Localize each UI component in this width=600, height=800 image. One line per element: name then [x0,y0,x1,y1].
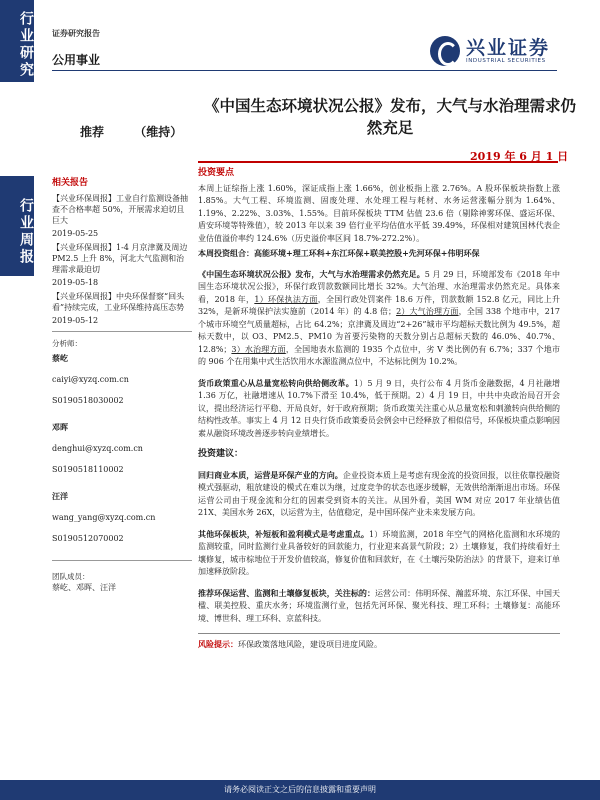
sidebar-tab-industry-research: 行业研究 [0,0,34,82]
company-logo [430,36,550,66]
analyst-email[interactable]: wang_yang@xyzq.com.cn [52,513,156,522]
rating-value: 推荐 [80,125,105,139]
bulletin-enforcement: 1）环保执法方面 [254,294,318,304]
analyst-email[interactable]: denghui@xyzq.com.cn [52,444,143,453]
bulletin-water: 3）水治理方面 [231,344,286,354]
other-sectors-paragraph [198,528,560,579]
bulletin-paragraph [198,268,560,369]
advice-heading: 投资建议： [198,449,244,459]
policy-lead: 货币政策重心从总量宽松转向供给侧改革。 [198,377,354,388]
recommend-text: 运营公司：伟明环保、瀚蓝环境、东江环保、中国天楹、联美控股、重庆水务；环境监测行业，包括先河环保、聚光科技、理工环科；土壤修复：高能环境、博世科、理工环科、京蓝科技。 [198,588,560,623]
bulletin-lead: 《中国生态环境状况公报》发布，大气与水治理需求仍然充足。 [198,268,425,279]
portfolio-paragraph: 本周投资组合：高能环境+理工环科+东江环保+联美控股+先河环保+伟明环保 [198,248,480,258]
bulletin-text: ，全国行政处罚案件 18.6 万件，罚款数额 152.8 亿元，同比上升 32%，是新环境保护法实施前（2014 年）的 4.8 倍； [198,294,560,316]
analyst-cert: S0190512070002 [52,534,124,543]
policy-text: 1）5 月 9 日，央行公布 4 月货币金融数据，4 月社融增 1.36 万亿，社融增速从 10.7%下滑至 10.4%，低于预期。2）4 月 19 日，中共中央政治局召开会议，提出经济运行平稳、开局良好，好于政府预期；货币政策关注重心从总量宽松和刺激转向供给侧的结构性改革。事实上 4 月 12 日央行货币政策委员会例会中已经释放了相似信号，环保板块重点影响因素从融资环境改善逐步转向业绩增长。 [198,378,560,438]
rating-block [80,123,208,140]
analyst-name: 邓晖 [52,422,68,432]
other-sectors-lead: 其他环保板块，补短板和盈利模式是考虑重点。 [198,528,369,539]
risk-text: 环保政策落地风险，建设项目进度风险。 [238,640,382,649]
left-divider [52,560,192,561]
risk-divider [198,633,560,634]
related-report-item[interactable]: 【兴业环保周报】中央环保督察“回头看”持续完成，工业环保维持高压态势 [52,292,185,312]
rating-status: （维持） [134,125,183,139]
operation-text: 企业投资本质上是考虑有现金流的投资回报，以往依靠投融资模式强驱动，粗放建设的模式在难以为继，过度竞争的状态也逐步缓解，无效供给渐渐退出市场。环保运营公司由于现金流和分红的因素受到资本的关注。从国外看，美国 WM 对应 2017 年业绩估值 21X、美国水务 26X，以运营为主，估值稳定，是中国环保产业未来发展方向。 [198,470,561,517]
bulletin-air: 2）大气治理方面 [396,307,459,316]
market-paragraph: 本周上证综指上涨 1.60%，深证成指上涨 1.66%，创业板指上涨 2.76%。A 股环保板块指数上涨 1.85%。大气工程、环境监测、固废处理、水处理工程与耗材、水务运营涨幅分别为 1.64%、1.19%、2.22%、3.03%、1.55%。目前环保板块 TTM 估值 23.6 倍（剔除神雾环保、盛运环保、盾安环境等特殊值），较 2013 年以来 39 倍行业平均估值水平低 39.49%，环保相对建筑国林代表企业估值溢价率约 124.6%（历史溢价率区间 18.7%-272.2%）。 [198,183,560,243]
team-members: 蔡屹、邓晖、汪洋 [52,583,116,592]
analyst-cert: S0190518110002 [52,465,124,474]
analyst-cert: S0190518030002 [52,396,124,405]
analyst-email[interactable]: caiyi@xyzq.com.cn [52,375,129,384]
analyst-label: 分析师： [52,339,82,348]
left-divider [52,331,192,332]
analyst-name: 蔡屹 [52,353,68,363]
report-title: 《中国生态环境状况公报》发布，大气与水治理需求仍然充足 [203,96,576,137]
related-report-date: 2019-05-12 [52,316,99,325]
team-label: 团队成员： [52,572,90,581]
logo-name: 兴业证券 [466,37,551,59]
policy-paragraph [198,377,560,441]
sidebar-tab-weekly-report: 行业周报 [0,176,34,276]
risk-label: 风险提示： [198,639,238,649]
related-heading: 相关报告 [52,178,89,188]
report-date: 2019 年 6 月 1 日 [470,150,569,163]
date-divider [198,161,558,163]
logo-icon [430,36,460,66]
bulletin-text: ，全国 338 个地市中，217 个城市环境空气质量超标，占比 64.2%；京津冀及周边“2+26”城市平均超标天数比例为 49.5%，超标天数中，以 O3、PM2.5、PM10 为首要污染物的天数分别占总超标天数的 46.0%、40.7%、12.8%； [198,307,561,354]
related-report-item[interactable]: 【兴业环保周报】工业自行监测设备抽查不合格率超 50%，开展需求迫切且巨大 [52,194,188,225]
sidebar [0,0,34,800]
related-report-item[interactable]: 【兴业环保周报】1-4 月京津冀及周边 PM2.5 上升 8%，河北大气监测和治理需求最迫切 [52,243,188,274]
other-sectors-text: 1）环境监测，2018 年空气的网格化监测和水环境的监测较重，同时监测行业具备较好的回款能力，行业迎来高景气阶段；2）土壤修复，我们持续看好土壤修复，城市棕地位于开发价值较高，修复价值和回款好，在《土壤污染防治法》的背景下，迎来订单加速释放阶段。 [198,529,560,576]
operation-paragraph [198,469,560,520]
left-column [52,178,192,593]
header-kicker: 证券研究报告 [52,29,100,38]
bulletin-text: ，全国地表水监测的 1935 个点位中，劣 V 类比例仍有 6.7%；337 个地市的 906 个在用集中式生活饮用水水源监测点位中，不达标比例为 10.2%。 [198,344,560,366]
operation-lead: 回归商业本质，运营是环保产业的方向。 [198,469,343,480]
related-report-date: 2019-05-18 [52,278,99,287]
summary-heading: 投资要点 [198,168,235,178]
analyst-name: 汪洋 [52,491,68,501]
risk-paragraph [198,638,560,652]
main-column [198,165,560,654]
logo-english: INDUSTRIAL SECURITIES [466,58,546,64]
header-sector: 公用事业 [52,53,101,67]
disclaimer-footer: 请务必阅读正文之后的信息披露和重要声明 [0,780,600,800]
recommend-paragraph [198,587,560,626]
related-report-date: 2019-05-25 [52,229,99,238]
bulletin-text: 5 月 29 日，环境部发布《2018 年中国生态环境状况公报》，环保行政罚款数额同比增长 32%。大气治理、水治理需求仍然充足。具体来看，2018 年， [198,269,560,304]
header-divider [52,70,557,71]
recommend-lead: 推荐环保运营、监测和土壤修复板块，关注标的： [198,587,375,598]
